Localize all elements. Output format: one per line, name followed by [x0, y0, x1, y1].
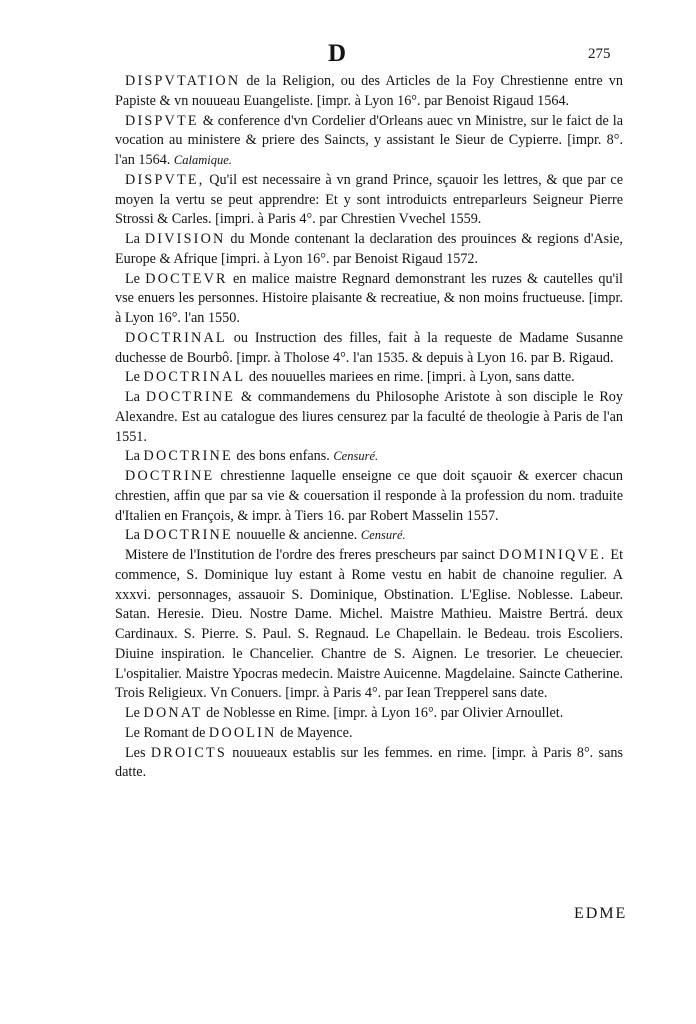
entry-keyword: DISPVTATION: [125, 73, 241, 89]
entry-note: Calamique.: [173, 153, 232, 167]
page-number: 275: [588, 46, 611, 62]
entry-keyword: DOCTRINE: [145, 389, 236, 405]
entry-keyword: DOMINIQVE.: [498, 547, 607, 563]
catalog-entries: [115, 72, 623, 783]
entry-keyword: DROICTS: [150, 744, 227, 761]
catalog-entry: DOCTRINAL ou Instruction des filles, fait à la requeste de Madame Susanne duchesse de Bourbô. [impr. à Tholose 4°. l'an 1535. & depuis à Lyon 16. par B. Rigaud.: [115, 329, 623, 366]
catalog-entry: Mistere de l'Institution de l'ordre des freres prescheurs par sainct DOMINIQVE. Et commence, S. Dominique luy estant à Rome vestu en habit de chanoine regulier. A xxxvi. personnages, assauoir S. Dominique, Obstination. L'Eglise. Noblesse. Labeur. Satan. Heresie. Dieu. Nostre Dame. Michel. Maistre Mathieu. Maistre Bertrá. deux Cardinaux. S. Pierre. S. Paul. S. Regnaud. Le Chapellain. le Bedeau. trois Escoliers. Diuine inspiration. le Chancelier. Chantre de S. Aignen. Le tresorier. Le cheuecier. L'ospitalier. Maistre Ypocras medecin. Maistre Auicenne. Magdelaine. Saincte Catherine. Trois Religieux. Vn Conuers. [impr. à Paris 4°. par Iean Trepperel sans date.: [115, 547, 624, 702]
entry-note: Censuré.: [333, 449, 379, 464]
catalog-entry: La DOCTRINE & commandemens du Philosophe Aristote à son disciple le Roy Alexandre. Est au catalogue des liures censurez par la faculté de theologie à Paris de l'an 1551.: [115, 389, 623, 445]
entry-note: Censuré.: [360, 528, 406, 543]
entry-keyword: DOCTRINE: [143, 527, 233, 544]
entry-keyword: DOCTRINAL: [125, 329, 227, 346]
entry-keyword: DOOLIN: [208, 724, 277, 741]
catalog-entry: Le DOCTRINAL des nouuelles mariees en rime. [impri. à Lyon, sans datte.: [125, 369, 575, 386]
entry-keyword: DONAT: [143, 705, 203, 721]
catalog-entry: Le Romant de DOOLIN de Mayence.: [125, 724, 353, 741]
entry-keyword: DOCTRINE: [143, 448, 233, 465]
entry-keyword: DIVISION: [144, 231, 226, 247]
entry-keyword: DOCTRINE: [125, 468, 215, 484]
catalog-entry: DISPVTE & conference d'vn Cordelier d'Orleans auec vn Ministre, sur le faict de la vocation au ministere & priere des Saincts, y assistant le Sieur de Cypierre. [impr. 8°. l'an 1564. Calamique.: [115, 112, 623, 168]
catalog-entry: La DIVISION du Monde contenant la declaration des prouinces & regions d'Asie, Europe & Afrique [impri. à Lyon 16°. par Benoist Rigaud 1572.: [115, 231, 623, 267]
catalog-entry: Le DONAT de Noblesse en Rime. [impr. à Lyon 16°. par Olivier Arnoullet.: [125, 705, 564, 721]
entry-keyword: DOCTRINAL: [143, 369, 246, 386]
catalog-entry: Le DOCTEVR en malice maistre Regnard demonstrant les ruzes & cautelles qu'il vse enuers les personnes. Histoire plaisante & recreatiue, & non moins fructueuse. [impr. à Lyon 16°. l'an 1550.: [115, 270, 623, 326]
entry-keyword: DOCTEVR: [145, 270, 228, 287]
catchword: EDME: [574, 905, 628, 922]
catalog-entry: DOCTRINE chrestienne laquelle enseigne ce que doit sçauoir & exercer chacun chrestien, affin que par sa vie & couersation il responde à la profession du nom. traduite d'Italien en François, & impr. à Tiers 16. par Robert Masselin 1557.: [115, 468, 623, 524]
section-letter: D: [328, 40, 348, 67]
catalog-entry: La DOCTRINE nouuelle & ancienne. Censuré.: [125, 527, 406, 544]
entry-keyword: DISPVTE,: [125, 171, 205, 188]
catalog-entry: Les DROICTS nouueaux establis sur les femmes. en rime. [impr. à Paris 8°. sans datte.: [115, 744, 623, 781]
catalog-entry: DISPVTE, Qu'il est necessaire à vn grand Prince, sçauoir les lettres, & que par ce moyen la vertu se peut apprendre: Et y sont introduicts entreparleurs Seigneur Pierre Strossi & Carles. [impri. à Paris 4°. par Chrestien Vvechel 1559.: [115, 171, 623, 228]
catalog-entry: DISPVTATION de la Religion, ou des Articles de la Foy Chrestienne entre vn Papiste & vn nouueau Euangeliste. [impr. à Lyon 16°. par Benoist Rigaud 1564.: [115, 73, 623, 109]
catalog-entry: La DOCTRINE des bons enfans. Censuré.: [125, 448, 379, 465]
entry-keyword: DISPVTE: [125, 112, 199, 129]
